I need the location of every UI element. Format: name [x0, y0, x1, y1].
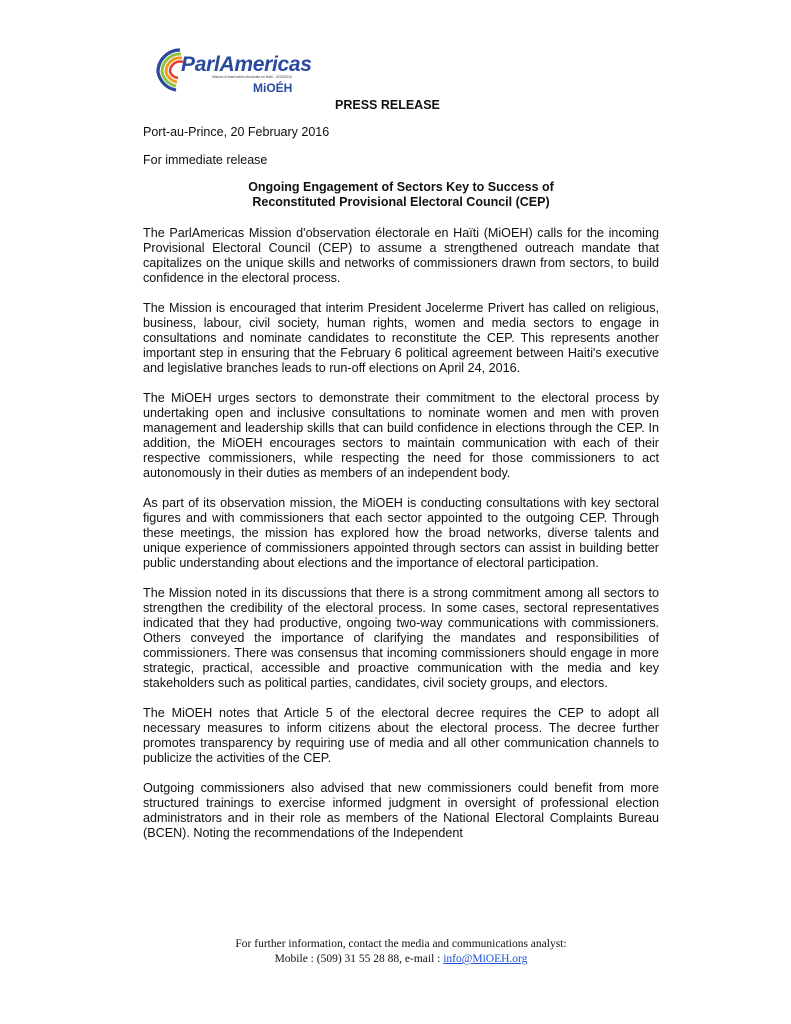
dateline: Port-au-Prince, 20 February 2016 — [143, 125, 330, 139]
paragraph: The Mission is encouraged that interim President Jocelerme Privert has called on religious, business, labour, civil society, human rights, women and media sectors to engage in consultations and nominate candidates to reconstitute the CEP. This represents another important step in ensuring that the February 6 political agreement between Haiti's executive and legislative branches leads to run-off elections on April 24, 2016. — [143, 301, 659, 375]
footer-contact-line — [143, 952, 659, 967]
page-title: PRESS RELEASE — [335, 98, 440, 112]
headline — [143, 180, 659, 210]
parlamericas-logo — [150, 40, 320, 96]
footer-contact — [143, 937, 659, 967]
paragraph: Outgoing commissioners also advised that new commissioners could benefit from more structured trainings to exercise informed judgment in oversight of professional election administrators and in their role as members of the National Electoral Complaints Bureau (BCEN). Noting the recommendations of the Independent — [143, 781, 659, 840]
paragraph: As part of its observation mission, the MiOEH is conducting consultations with key sectoral figures and with commissioners that each sector appointed to the outgoing CEP. Through these meetings, the mission has explored how the broad networks, diverse talents and unique experience of commissioners appointed through sectors can assist in building better public understanding about elections and the importance of electoral participation. — [143, 496, 659, 570]
paragraph: The MiOEH notes that Article 5 of the electoral decree requires the CEP to adopt all necessary measures to inform citizens about the electoral process. The decree further promotes transparency by requiring use of media and all other communication channels to publicize the activities of the CEP. — [143, 706, 659, 765]
paragraph: The Mission noted in its discussions that there is a strong commitment among all sectors to strengthen the credibility of the electoral process. In some cases, sectoral representatives indicated that they had productive, ongoing two-way communications with commissioners. Others conveyed the importance of clarifying the mandates and responsibilities of commissioners. There was consensus that incoming commissioners should engage in more strategic, practical, accessible and proactive communication with the media and key stakeholders such as political parties, candidates, civil society groups, and electors. — [143, 586, 659, 690]
paragraph: The ParlAmericas Mission d'observation électorale en Haïti (MiOEH) calls for the incoming Provisional Electoral Council (CEP) to assume a strengthened outreach mandate that capitalizes on the unique skills and networks of commissioners drawn from sectors, to build confidence in the electoral process. — [143, 226, 659, 285]
footer-phone: Mobile : (509) 31 55 28 88, e-mail : — [274, 953, 444, 965]
release-note: For immediate release — [143, 153, 268, 167]
headline-line-1: Ongoing Engagement of Sectors Key to Success of — [248, 180, 554, 194]
logo-tagline: Mission d'observation électorale en Haïti - 2015/2016 — [212, 75, 292, 79]
logo-brand-name: ParlAmericas — [181, 53, 312, 76]
body-text — [143, 226, 659, 856]
headline-line-2: Reconstituted Provisional Electoral Council (CEP) — [252, 195, 550, 209]
email-link[interactable]: info@MiOEH.org — [443, 953, 528, 965]
footer-line: For further information, contact the media and communications analyst: — [235, 938, 567, 950]
paragraph: The MiOEH urges sectors to demonstrate their commitment to the electoral process by undertaking open and inclusive consultations to nominate women and men with proven management and leadership skills that can build confidence in elections through the CEP. In addition, the MiOEH encourages sectors to maintain communication with each of their respective commissioners, while respecting the need for those commissioners to act autonomously in their duties as members of an independent body. — [143, 391, 659, 480]
logo-mission-name: MiOÉH — [253, 81, 293, 95]
